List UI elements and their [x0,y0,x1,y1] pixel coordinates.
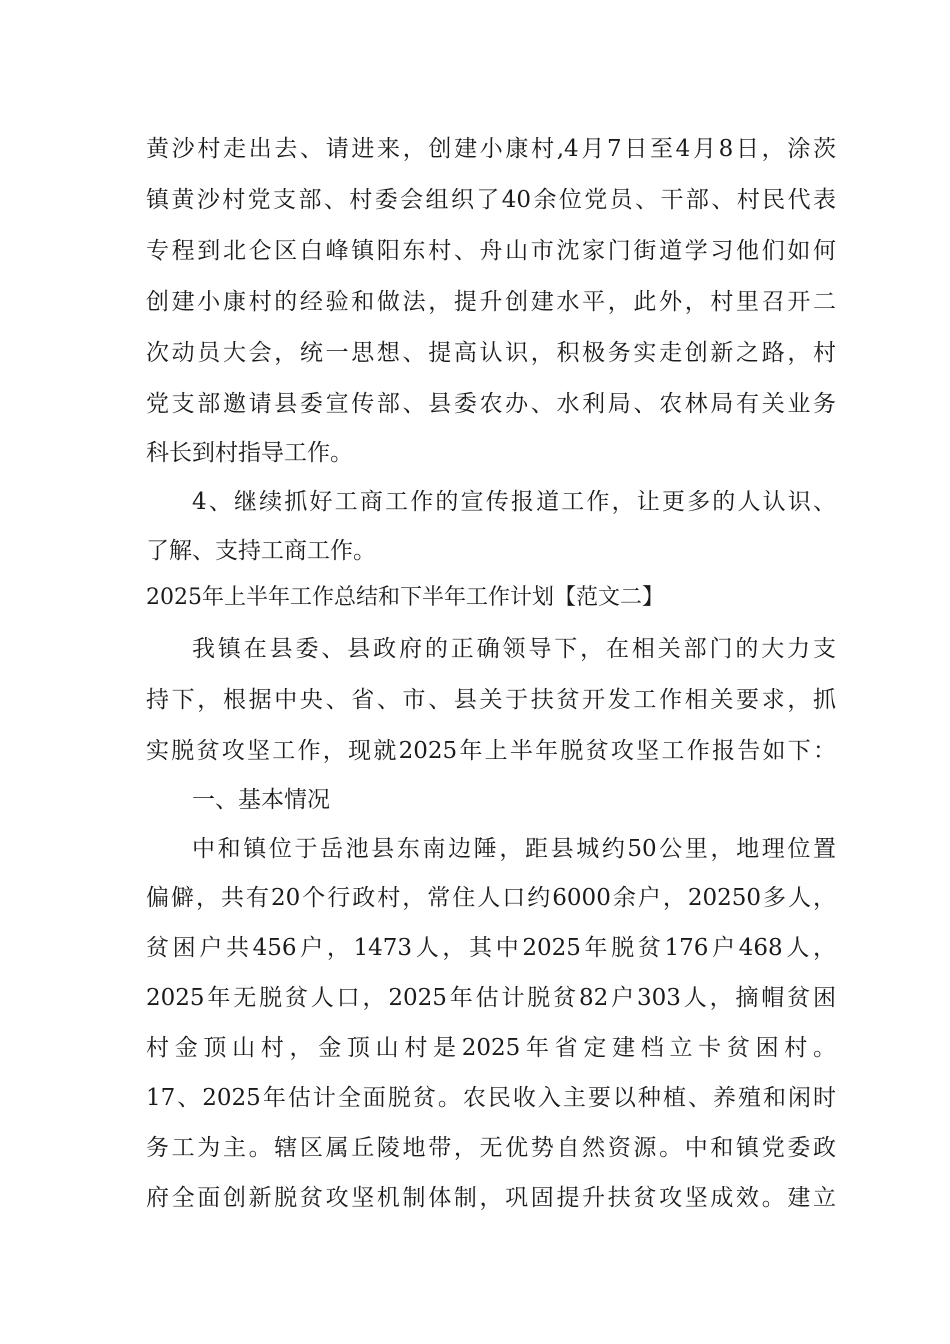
paragraph-line: 次动员大会，统一思想、提高认识，积极务实走创新之路，村 [146,340,836,366]
paragraph-line: 黄沙村走出去、请进来，创建小康村,4月7日至4月8日，涂茨 [146,136,836,162]
paragraph-line: 2025年无脱贫人口，2025年估计脱贫82户303人，摘帽贫困 [146,985,836,1011]
paragraph-line: 村金顶山村，金顶山村是2025年省定建档立卡贫困村。 [146,1035,836,1061]
paragraph-line: 创建小康村的经验和做法，提升创建水平，此外，村里召开二 [146,289,836,315]
paragraph-line: 务工为主。辖区属丘陵地带，无优势自然资源。中和镇党委政 [146,1135,836,1161]
paragraph-line: 中和镇位于岳池县东南边陲，距县城约50公里，地理位置 [192,836,836,862]
paragraph-line: 镇黄沙村党支部、村委会组织了40余位党员、干部、村民代表 [146,187,836,213]
paragraph-line: 偏僻，共有20个行政村，常住人口约6000余户，20250多人， [146,885,836,911]
paragraph-line: 了解、支持工商工作。 [146,538,376,564]
paragraph-line: 党支部邀请县委宣传部、县委农办、水利局、农林局有关业务 [146,391,836,417]
subsection-heading: 一、基本情况 [192,787,330,813]
paragraph-line: 科长到村指导工作。 [146,440,353,466]
paragraph-line: 专程到北仑区白峰镇阳东村、舟山市沈家门街道学习他们如何 [146,238,836,264]
paragraph-line: 我镇在县委、县政府的正确领导下，在相关部门的大力支 [192,636,836,662]
section-heading: 2025年上半年工作总结和下半年工作计划【范文二】 [146,585,664,610]
paragraph-line: 17、2025年估计全面脱贫。农民收入主要以种植、养殖和闲时 [146,1085,836,1111]
paragraph-line: 府全面创新脱贫攻坚机制体制，巩固提升扶贫攻坚成效。建立 [146,1185,836,1211]
paragraph-line: 贫困户共456户，1473人，其中2025年脱贫176户468人， [146,935,836,961]
paragraph-line: 持下，根据中央、省、市、县关于扶贫开发工作相关要求，抓 [146,687,836,713]
paragraph-line: 实脱贫攻坚工作，现就2025年上半年脱贫攻坚工作报告如下： [146,738,836,764]
paragraph-line: 4、继续抓好工商工作的宣传报道工作，让更多的人认识、 [192,489,836,515]
